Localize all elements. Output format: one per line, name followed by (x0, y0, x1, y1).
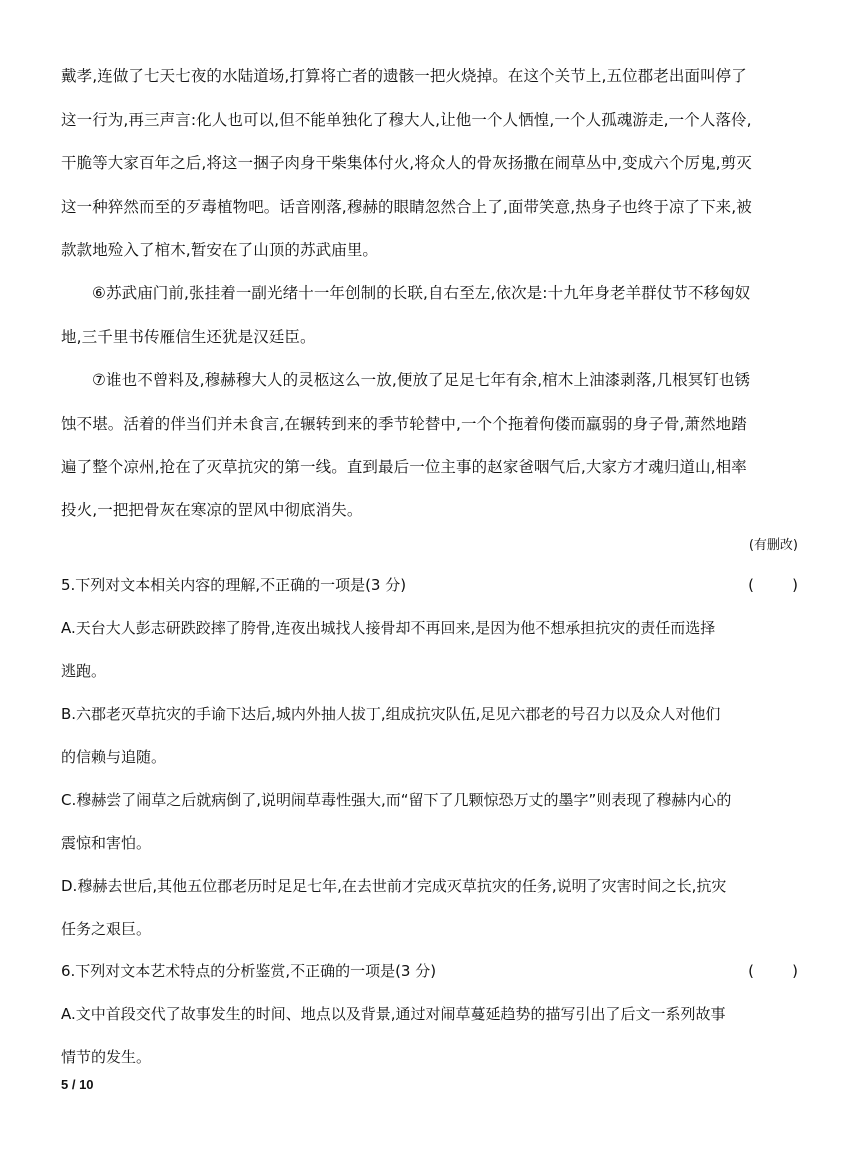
question-6-option-a-cont: 情节的发生。 (61, 1048, 152, 1066)
question-5-option-d-cont: 任务之艰巨。 (61, 920, 152, 938)
paragraph-7-line: ⑦谁也不曾料及,穆赫穆大人的灵柩这么一放,便放了足足七年有余,棺木上油漆剥落,几根冥钉也锈 (92, 371, 751, 389)
passage-line: 这一行为,再三声言:化人也可以,但不能单独化了穆大人,让他一个人恓惶,一个人孤魂游走,一个人落伶, (61, 111, 752, 129)
passage-line: 款款地殓入了棺木,暂安在了山顶的苏武庙里。 (61, 241, 379, 259)
question-5-answer-blank: ( ) (748, 576, 798, 594)
question-5-option-b: B.六郡老灭草抗灾的手谕下达后,城内外抽人拔丁,组成抗灾队伍,足见六郡老的号召力以及众人对他们 (61, 705, 721, 723)
passage-line: 这一种猝然而至的歹毒植物吧。话音刚落,穆赫的眼睛忽然合上了,面带笑意,热身子也终于凉了下来,被 (61, 198, 752, 216)
page-number: 5 / 10 (61, 1077, 94, 1092)
question-5-option-d: D.穆赫去世后,其他五位郡老历时足足七年,在去世前才完成灭草抗灾的任务,说明了灾害时间之长,抗灾 (61, 877, 727, 895)
paragraph-6-line: 地,三千里书传雁信生还犹是汉廷臣。 (61, 328, 316, 346)
paragraph-6-line: ⑥苏武庙门前,张挂着一副光绪十一年创制的长联,自右至左,依次是:十九年身老羊群仗节不移匈奴 (92, 284, 751, 302)
question-5-stem: 5.下列对文本相关内容的理解,不正确的一项是(3 分) (61, 576, 407, 594)
passage-line: 干脆等大家百年之后,将这一捆子肉身干柴集体付火,将众人的骨灰扬撒在闹草丛中,变成六个厉鬼,剪灭 (61, 154, 752, 172)
question-5-option-c-cont: 震惊和害怕。 (61, 834, 152, 852)
question-5-option-a: A.天台大人彭志研跌跤摔了胯骨,连夜出城找人接骨却不再回来,是因为他不想承担抗灾的责任而选择 (61, 619, 716, 637)
question-5-option-a-cont: 逃跑。 (61, 662, 107, 680)
edit-note: (有删改) (748, 538, 798, 553)
question-5-option-c: C.穆赫尝了闹草之后就病倒了,说明闹草毒性强大,而“留下了几颗惊恐万丈的墨字”则表现了穆赫内心的 (61, 791, 732, 809)
paragraph-7-line: 投火,一把把骨灰在寒凉的罡风中彻底消失。 (61, 501, 363, 519)
passage-line: 戴孝,连做了七天七夜的水陆道场,打算将亡者的遗骸一把火烧掉。在这个关节上,五位郡老出面叫停了 (61, 67, 747, 85)
paragraph-7-line: 遍了整个凉州,抢在了灭草抗灾的第一线。直到最后一位主事的赵家爸咽气后,大家方才魂归道山,相率 (61, 458, 747, 476)
question-5-option-b-cont: 的信赖与追随。 (61, 748, 167, 766)
question-6-answer-blank: ( ) (748, 962, 798, 980)
question-6-stem: 6.下列对文本艺术特点的分析鉴赏,不正确的一项是(3 分) (61, 962, 437, 980)
paragraph-7-line: 蚀不堪。活着的伴当们并未食言,在辗转到来的季节轮替中,一个个拖着佝偻而羸弱的身子骨,萧然地踏 (61, 415, 747, 433)
question-6-option-a: A.文中首段交代了故事发生的时间、地点以及背景,通过对闹草蔓延趋势的描写引出了后文一系列故事 (61, 1005, 726, 1023)
